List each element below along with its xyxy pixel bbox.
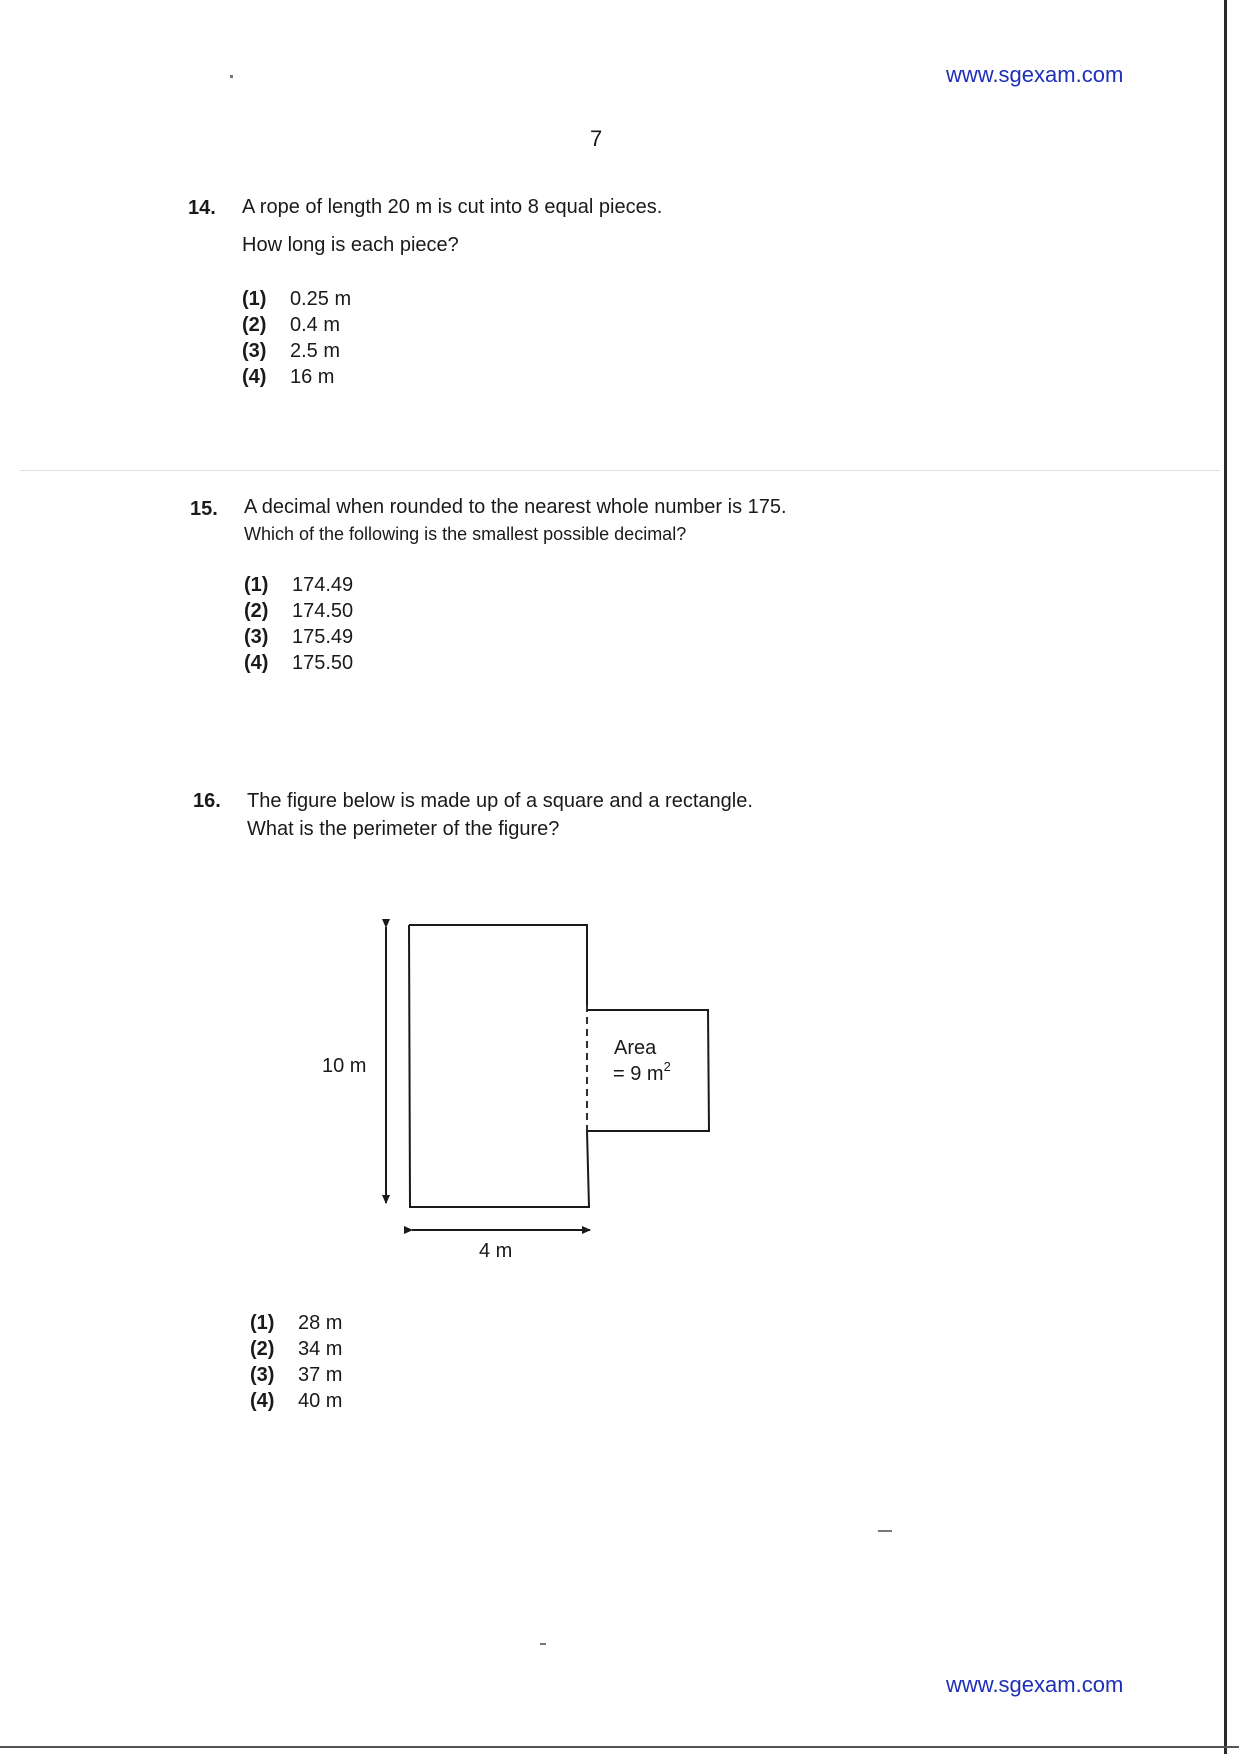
scan-dust-line bbox=[20, 470, 1220, 471]
scan-edge-bottom bbox=[0, 1746, 1239, 1748]
option[interactable] bbox=[250, 1336, 342, 1362]
composite-figure bbox=[310, 905, 730, 1265]
height-label: 10 m bbox=[322, 1055, 367, 1077]
width-label: 4 m bbox=[479, 1240, 513, 1262]
question-16-number: 16. bbox=[193, 790, 221, 812]
area-label-line1: Area bbox=[614, 1037, 657, 1059]
question-15-prompt: Which of the following is the smallest possible decimal? bbox=[244, 524, 687, 544]
area-label-value: = 9 m bbox=[613, 1063, 664, 1085]
option-label: (1) bbox=[244, 574, 269, 596]
option-text: 175.49 bbox=[292, 626, 354, 648]
option[interactable] bbox=[244, 572, 353, 598]
question-16-prompt: What is the perimeter of the figure? bbox=[247, 818, 560, 840]
option-label: (4) bbox=[244, 652, 269, 674]
option[interactable] bbox=[242, 364, 351, 390]
page-number: 7 bbox=[590, 126, 603, 151]
option[interactable] bbox=[242, 312, 351, 338]
option[interactable] bbox=[250, 1388, 342, 1414]
option-text: 0.4 m bbox=[290, 314, 341, 336]
option-label: (1) bbox=[250, 1312, 275, 1334]
question-16-text: The figure below is made up of a square and a rectangle. bbox=[247, 790, 753, 812]
question-16-options bbox=[250, 1310, 342, 1414]
option-label: (1) bbox=[242, 288, 267, 310]
option[interactable] bbox=[244, 598, 353, 624]
scan-speck bbox=[540, 1643, 546, 1645]
option-label: (3) bbox=[250, 1364, 275, 1386]
scan-speck bbox=[230, 75, 233, 78]
option-label: (3) bbox=[244, 626, 269, 648]
option[interactable] bbox=[250, 1362, 342, 1388]
scan-edge-right bbox=[1224, 0, 1227, 1754]
scan-speck bbox=[878, 1530, 892, 1532]
question-15-number: 15. bbox=[190, 498, 218, 520]
question-15-options bbox=[244, 572, 353, 676]
footer-url[interactable]: www.sgexam.com bbox=[946, 1672, 1124, 1697]
option-text: 0.25 m bbox=[290, 288, 352, 310]
option[interactable] bbox=[242, 338, 351, 364]
question-15-text: A decimal when rounded to the nearest whole number is 175. bbox=[244, 496, 787, 518]
area-label-line2 bbox=[613, 1059, 671, 1085]
area-label-superscript: 2 bbox=[663, 1059, 671, 1074]
option-label: (4) bbox=[250, 1390, 275, 1412]
option-text: 28 m bbox=[298, 1312, 343, 1334]
option-text: 40 m bbox=[298, 1390, 343, 1412]
option[interactable] bbox=[250, 1310, 342, 1336]
option-text: 2.5 m bbox=[290, 340, 341, 362]
question-14-number: 14. bbox=[188, 197, 216, 219]
option-label: (4) bbox=[242, 366, 267, 388]
option-label: (2) bbox=[250, 1338, 275, 1360]
option-label: (3) bbox=[242, 340, 267, 362]
option[interactable] bbox=[242, 286, 351, 312]
question-14-options bbox=[242, 286, 351, 390]
option-label: (2) bbox=[244, 600, 269, 622]
header-url[interactable]: www.sgexam.com bbox=[946, 62, 1124, 87]
option-label: (2) bbox=[242, 314, 267, 336]
question-14-text: A rope of length 20 m is cut into 8 equal pieces. bbox=[242, 196, 663, 218]
option[interactable] bbox=[244, 624, 353, 650]
rectangle-shape bbox=[409, 925, 589, 1207]
option-text: 174.49 bbox=[292, 574, 354, 596]
option-text: 34 m bbox=[298, 1338, 343, 1360]
option-text: 174.50 bbox=[292, 600, 354, 622]
option-text: 37 m bbox=[298, 1364, 343, 1386]
option-text: 16 m bbox=[290, 366, 335, 388]
question-14-prompt: How long is each piece? bbox=[242, 234, 459, 256]
option-text: 175.50 bbox=[292, 652, 354, 674]
option[interactable] bbox=[244, 650, 353, 676]
